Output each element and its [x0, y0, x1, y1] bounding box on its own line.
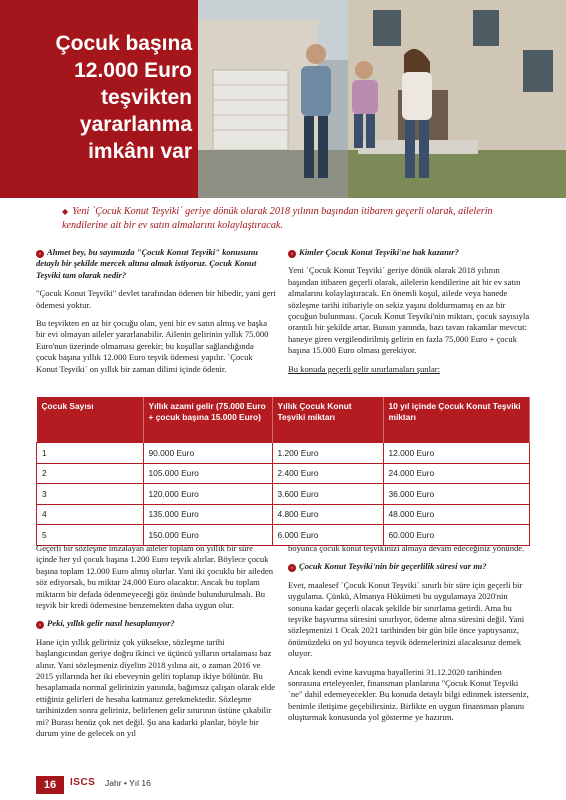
table-cell: 3: [37, 484, 144, 505]
table-cell: 90.000 Euro: [143, 443, 272, 464]
paragraph: Ancak kendi evine kavuşma hayallerini 31.12.2020 tarihinden sonrasına erteleyenler, finansman planlarına "Çocuk Konut Teşviki´ne" dahil edemeyecekler. Bu konuda detaylı bilgi edinmek isterseniz, benimle iletişime geçebilirsiniz. Birlikte en uygun finansman planını oluşturmak konusunda yol gösterme ye hazırım.: [288, 666, 529, 723]
question: [288, 561, 532, 572]
question-text: Peki, yıllık gelir nasıl hesaplanıyor?: [47, 618, 175, 629]
table-cell: 60.000 Euro: [383, 525, 530, 546]
left-column-bottom: [36, 543, 276, 747]
table-cell: 2: [37, 463, 144, 484]
paragraph: "Çocuk Konut Teşviki" devlet tarafından ödenen bir hibedir, yani geri ödemesi yoktur.: [36, 288, 276, 310]
question-text: Çocuk Konut Teşviki'nin bir geçerlilik süresi var mı?: [299, 561, 487, 572]
paragraph: Geçerli bir sözleşme imzalayan aileler toplam on yıllık bir süre içinde her yıl çocuk başına 1.200 Euro teşvik alırlar. Böylece çocuk başına toplam 12.000 Euro almış olurlar. Yani iki çocuklu bir aileden söz ediyorsak, bu miktar 24.000 Euro olacaktır. Ancak bu toplam miktarın bir defada ödenmeyeceği göz önünde bulundurulmalı. Bu teşvik bir kredi ödemesine benzemekten daha uygun olur.: [36, 543, 274, 611]
table-header: 10 yıl içinde Çocuk Konut Teşviki miktarı: [383, 397, 530, 443]
table-header: Yıllık azami gelir (75.000 Euro + çocuk başına 15.000 Euro): [143, 397, 272, 443]
paragraph: boyunca çocuk konut teşvikinizi almaya devam edeceğiniz yönünde.: [288, 543, 525, 553]
title-line: 12.000 Euro: [74, 59, 192, 82]
question: [36, 618, 276, 629]
paragraph: Yeni `Çocuk Konut Teşviki´ geriye dönük olarak 2018 yılının başından itibaren geçerli olarak, ailelerin kendilerine ait bir ev satın almalarını kolaylaştıracak. En önemli koşul, ailede veya hanede sözleşme tarihi itibariyle on sekiz yaşını doldurmamış en az bir çocuğun bulunması. Çocuk Konut Teşviki'nin miktarı, çocuk sayısıyla orantılı bir şekilde artar. Bunun yanında, bazı tavan rakamlar mevcut: haneye giren vergilendirilmiş gelirin en fazla 75.000 Euro + çocuk başına 15.000 Euro olması gerekiyor.: [288, 265, 530, 356]
arrow-icon: ›: [36, 250, 44, 258]
arrow-icon: ›: [288, 250, 296, 258]
question-text: Ahmet bey, bu sayımızda "Çocuk Konut Teşviki" konusunu detaylı bir şekilde mercek altına almak istiyoruz. Çocuk Konut Teşviki tam olarak nedir?: [36, 247, 258, 280]
table-cell: 1: [37, 443, 144, 464]
table-row: [37, 463, 530, 484]
page-title: [8, 30, 192, 165]
family-photo: [198, 0, 566, 198]
table-row: [37, 525, 530, 546]
issue-label: Jahr • Yıl 16: [105, 778, 151, 788]
table-cell: 1.200 Euro: [272, 443, 383, 464]
table-row: [37, 504, 530, 525]
table-cell: 120.000 Euro: [143, 484, 272, 505]
table-cell: 6.000 Euro: [272, 525, 383, 546]
table-cell: 3.600 Euro: [272, 484, 383, 505]
paragraph: Bu konuda geçerli gelir sınırlamaları şunlar:: [288, 363, 441, 374]
triangle-icon: ◆: [62, 207, 69, 216]
table-cell: 36.000 Euro: [383, 484, 530, 505]
family-photo-illustration: [198, 0, 566, 198]
table-cell: 48.000 Euro: [383, 504, 530, 525]
table-cell: 5: [37, 525, 144, 546]
left-column-top: [36, 247, 276, 382]
table-cell: 4: [37, 504, 144, 525]
title-line: teşvikten: [100, 86, 192, 109]
intro-body: Yeni `Çocuk Konut Teşviki´ geriye dönük olarak 2018 yılının başından itibaren geçerli olarak, ailelerin kendilerine ait bir ev satın almalarını kolaylaştıracak.: [62, 206, 493, 231]
title-line: Çocuk başına: [55, 32, 192, 55]
title-line: yararlanma: [79, 113, 192, 136]
paragraph: Bu teşvikten en az bir çocuğu olan, yeni bir ev satın almış ve başka bir evi olmayan aileler yararlanabilir. Ailenin gelirinin yıllık 75.000 Euro'nun üzerinde olmaması gerekir; bu koşullar sağlandığında çocuk başına yıllık 12.000 Euro teşvik ödemesi yapılır. `Çocuk Konut Teşviki´ on yıllık bir zaman dilimi içinde ödenir.: [36, 318, 269, 374]
table-row: [37, 443, 530, 464]
paragraph: Evet, maalesef `Çocuk Konut Teşviki´ sınırlı bir süre için geçerli bir uygulama. Çünkü, Almanya Hükümeti bu uygulamaya 2020'nin sonuna kadar geçerli olacak şekilde bir sınırlama getirdi. Ama bu teşvike başvurma süresini sınırlıyor, ödeme alma süresini değil. Yani sözleşmenizi 1 Ocak 2021 tarihinden bir gün bile önce yaptıysanız, önümüzdeki on yıl boyunca teşvik ödemelerinizi alacaksınız demek oluyor.: [288, 579, 525, 659]
hero-banner: [0, 0, 566, 198]
question: [36, 247, 276, 281]
page-number: 16: [36, 776, 64, 794]
table-header: Yıllık Çocuk Konut Teşviki miktarı: [272, 397, 383, 443]
question-text: Kimler Çocuk Konut Teşviki'ne hak kazanır?: [299, 247, 459, 257]
arrow-icon: ›: [288, 564, 296, 572]
table-row: [37, 484, 530, 505]
table-cell: 12.000 Euro: [383, 443, 530, 464]
right-column-top: [288, 247, 532, 382]
table-header: Çocuk Sayısı: [37, 397, 144, 443]
arrow-icon: ›: [36, 621, 44, 629]
table-header-row: [37, 397, 530, 443]
table-cell: 135.000 Euro: [143, 504, 272, 525]
table-cell: 105.000 Euro: [143, 463, 272, 484]
magazine-logo: ISCS: [70, 777, 96, 788]
paragraph: Hane için yıllık geliriniz çok yüksekse, sözleşme tarihi başlangıcından geriye doğru ikinci ve üçüncü yılların ortalaması baz alınır. Yani sözleşmeniz diyelim 2018 yılına ait, o zaman 2016 ve 2015 yıllarında her iki ebeveynin geliri toplanıp ikiye bölünür. Bu hesaplamada normal gelirinizin yanında, bağımsız çalışan olarak elde ettiğiniz gelirleri de hesaba katmanız gerekmektedir. Sözleşme tarihinizden sonra geliriniz, belirlenen gelir sınırının üstüne çıkabilir mi? Burası henüz çok net değil. Şu ana kadarki planlar, böyle bir durum yine de gelecek on yıl: [36, 636, 276, 739]
right-column-bottom: [288, 543, 532, 731]
table-cell: 2.400 Euro: [272, 463, 383, 484]
table-cell: 24.000 Euro: [383, 463, 530, 484]
title-line: imkânı var: [88, 140, 192, 163]
question: [288, 247, 532, 258]
table-cell: 150.000 Euro: [143, 525, 272, 546]
income-table: [36, 397, 530, 546]
table-cell: 4.800 Euro: [272, 504, 383, 525]
intro-text: [62, 205, 532, 233]
